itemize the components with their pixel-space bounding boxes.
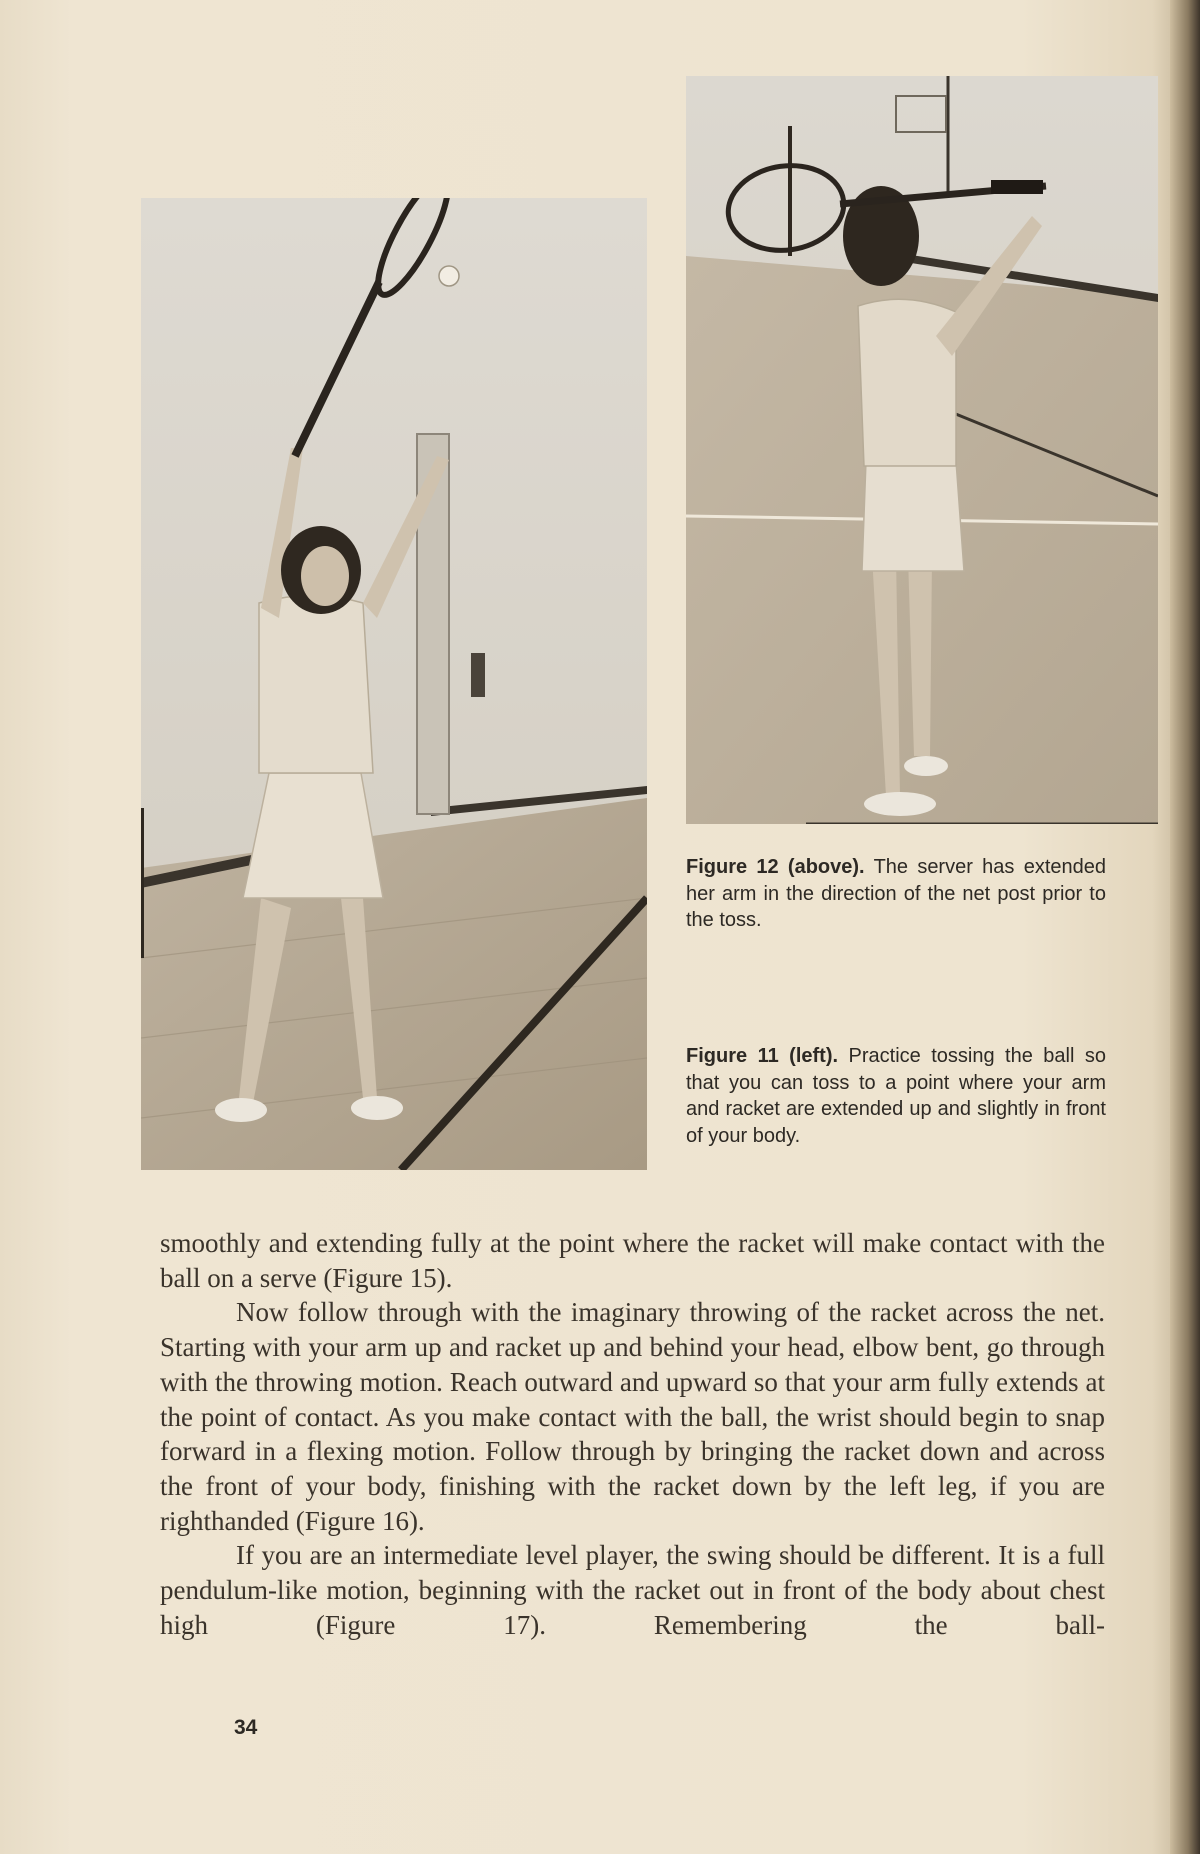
figure-11-text: Practice tossing the ball so that you can toss to a point where your arm and racket are extended up and slightly in front of your body. — [686, 1045, 1107, 1147]
figure-12-label: Figure 12 (above). — [686, 856, 865, 878]
body-paragraph: smoothly and extending fully at the point where the racket will make contact with the ball on a serve (Figure 15). — [160, 1228, 1105, 1293]
figure-12-photo — [686, 76, 1158, 824]
tennis-toss-photo-icon — [141, 198, 647, 1170]
figure-11-photo — [141, 198, 647, 1170]
page-number: 34 — [234, 1716, 258, 1739]
tennis-serve-photo-icon — [686, 76, 1158, 824]
body-paragraph: Now follow through with the imaginary throwing of the racket across the net. Starting with your arm up and racket up and behind your head, elbow bent, go through with the throwing motion. Reach outward and upward so that your arm fully extends at the point of contact. As you make contact with the ball, the wrist should begin to snap forward in a flexing motion. Follow through by bringing the racket down and across the front of your body, finishing with the racket down by the left leg, if you are righthanded (Figure 16). — [160, 1297, 1105, 1536]
body-text — [160, 1226, 1105, 1642]
figure-11-label: Figure 11 (left). — [686, 1045, 839, 1067]
figure-12-caption — [686, 854, 1106, 934]
figure-11-caption — [686, 1043, 1106, 1149]
book-spine-shadow — [1170, 0, 1200, 1854]
figure-12-text: The server has extended her arm in the direction of the net post prior to the toss. — [686, 856, 1106, 931]
body-paragraph: If you are an intermediate level player, the swing should be different. It is a full pendulum-like motion, beginning with the racket out in front of the body about chest high (Figure 17). Remembering the ball- — [160, 1540, 1105, 1640]
